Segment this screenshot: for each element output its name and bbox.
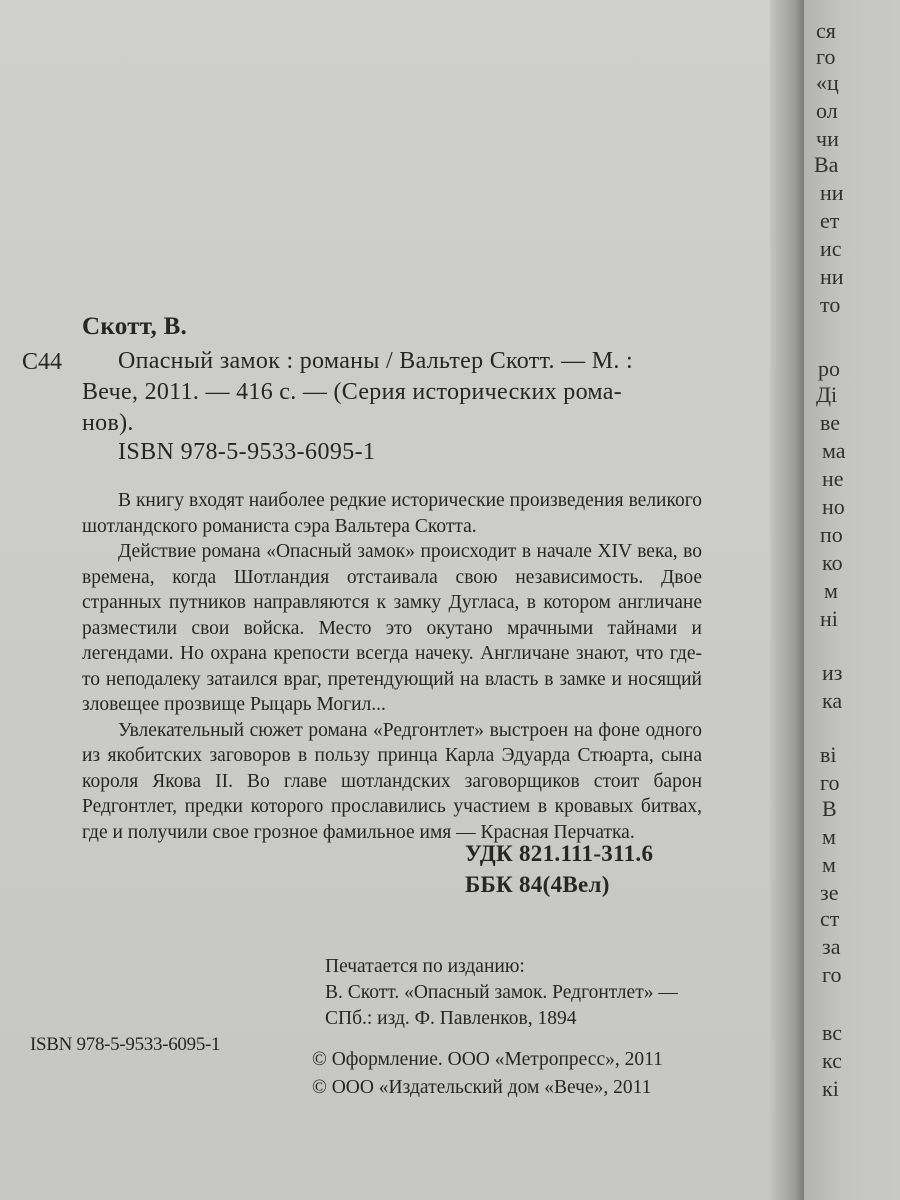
facing-page-text-fragment: го bbox=[816, 44, 836, 69]
author-heading: Скотт, В. bbox=[82, 313, 188, 340]
facing-page bbox=[804, 0, 900, 1200]
facing-page-text-fragment: не bbox=[822, 466, 844, 491]
facing-page-text-fragment: ол bbox=[816, 98, 838, 123]
facing-page-text-fragment: кі bbox=[822, 1076, 839, 1101]
facing-page-text-fragment: В bbox=[822, 796, 837, 821]
printed-from-line: В. Скотт. «Опасный замок. Редгонтлет» — bbox=[325, 982, 678, 1003]
udk-code: УДК 821.111-311.6 bbox=[465, 841, 654, 866]
printed-from-line: Печатается по изданию: bbox=[325, 956, 525, 977]
facing-page-text-fragment: ві bbox=[820, 742, 837, 767]
facing-page-text-fragment: по bbox=[820, 522, 843, 547]
bib-line: нов). bbox=[82, 410, 134, 436]
bibliographic-record bbox=[82, 346, 702, 439]
facing-page-text-fragment: вс bbox=[822, 1020, 843, 1045]
facing-page-text-fragment: из bbox=[822, 660, 843, 685]
copyright-line: © Оформление. ООО «Метропресс», 2011 bbox=[312, 1049, 663, 1070]
facing-page-text-fragment: м bbox=[822, 824, 836, 849]
facing-page-text-fragment: зе bbox=[820, 880, 839, 905]
facing-page-text-fragment: ма bbox=[822, 438, 846, 463]
printed-from-block bbox=[325, 954, 678, 1032]
facing-page-text-fragment: Ді bbox=[816, 382, 838, 407]
bib-line: Вече, 2011. — 416 с. — (Серия исторических рома- bbox=[82, 379, 622, 405]
facing-page-text-fragment: го bbox=[820, 770, 840, 795]
book-gutter bbox=[770, 0, 804, 1200]
facing-page-text-fragment: ст bbox=[820, 906, 840, 931]
facing-page-text-fragment: го bbox=[822, 962, 842, 987]
annotation-paragraph: Действие романа «Опасный замок» происходит в начале XIV века, во времена, когда Шотландия отстаивала свою независимость. Двое странных путников направляются к замку Дугласа, в котором англичане разместили свои войска. Место это окутано мрачными тайнами и легендами. Но охрана крепости всегда начеку. Англичане знают, что где-то неподалеку затаился враг, претендующий на власть в замке и носящий зловещее прозвище Рыцарь Могил... bbox=[82, 541, 702, 715]
facing-page-text-fragment: за bbox=[822, 934, 841, 959]
bbk-code: ББК 84(4Вел) bbox=[465, 872, 610, 897]
facing-page-text-fragment: кс bbox=[822, 1048, 842, 1073]
facing-page-text-fragment: ся bbox=[816, 18, 836, 43]
facing-page-text-fragment: ни bbox=[820, 180, 844, 205]
facing-page-text-fragment: ет bbox=[820, 208, 840, 233]
facing-page-text-fragment: ні bbox=[820, 606, 838, 631]
facing-page-text-fragment: то bbox=[820, 292, 841, 317]
isbn-line: ISBN 978-5-9533-6095-1 bbox=[118, 439, 376, 465]
facing-page-text-fragment: м bbox=[822, 852, 836, 877]
facing-page-text-fragment: ка bbox=[822, 688, 843, 713]
annotation-paragraph: В книгу входят наиболее редкие исторические произведения великого шотландского романиста сэра Вальтера Скотта. bbox=[82, 490, 702, 537]
copyright-line: © ООО «Издательский дом «Вече», 2011 bbox=[312, 1077, 652, 1098]
printed-from-line: СПб.: изд. Ф. Павленков, 1894 bbox=[325, 1008, 577, 1029]
author-code: С44 bbox=[22, 349, 63, 375]
facing-page-text-fragment: «ц bbox=[816, 70, 839, 95]
facing-page-text-fragment: ко bbox=[822, 550, 843, 575]
facing-page-text-fragment: ро bbox=[818, 356, 840, 381]
facing-page-text-fragment: м bbox=[824, 578, 838, 603]
facing-page-text-fragment: Ва bbox=[814, 152, 839, 177]
annotation-paragraph: Увлекательный сюжет романа «Редгонтлет» выстроен на фоне одного из якобитских заговоров в пользу принца Карла Эдуарда Стюарта, сына короля Якова II. Во главе шотландских заговорщиков стоит барон Редгонтлет, предки которого прославились участием в кровавых битвах, где и получили свое грозное фамильное имя — Красная Перчатка. bbox=[82, 719, 702, 843]
isbn-bottom: ISBN 978-5-9533-6095-1 bbox=[30, 1034, 221, 1055]
copyright-block bbox=[312, 1046, 663, 1102]
facing-page-text-fragment: но bbox=[822, 494, 845, 519]
facing-page-text-fragment: ве bbox=[820, 410, 841, 435]
bib-line: Опасный замок : романы / Вальтер Скотт. — М. : bbox=[118, 348, 633, 374]
facing-page-text-fragment: ни bbox=[820, 264, 844, 289]
classification-block bbox=[465, 838, 653, 900]
annotation bbox=[82, 488, 702, 845]
facing-page-text-fragment: ис bbox=[820, 236, 842, 261]
facing-page-text-fragment: чи bbox=[816, 126, 839, 151]
